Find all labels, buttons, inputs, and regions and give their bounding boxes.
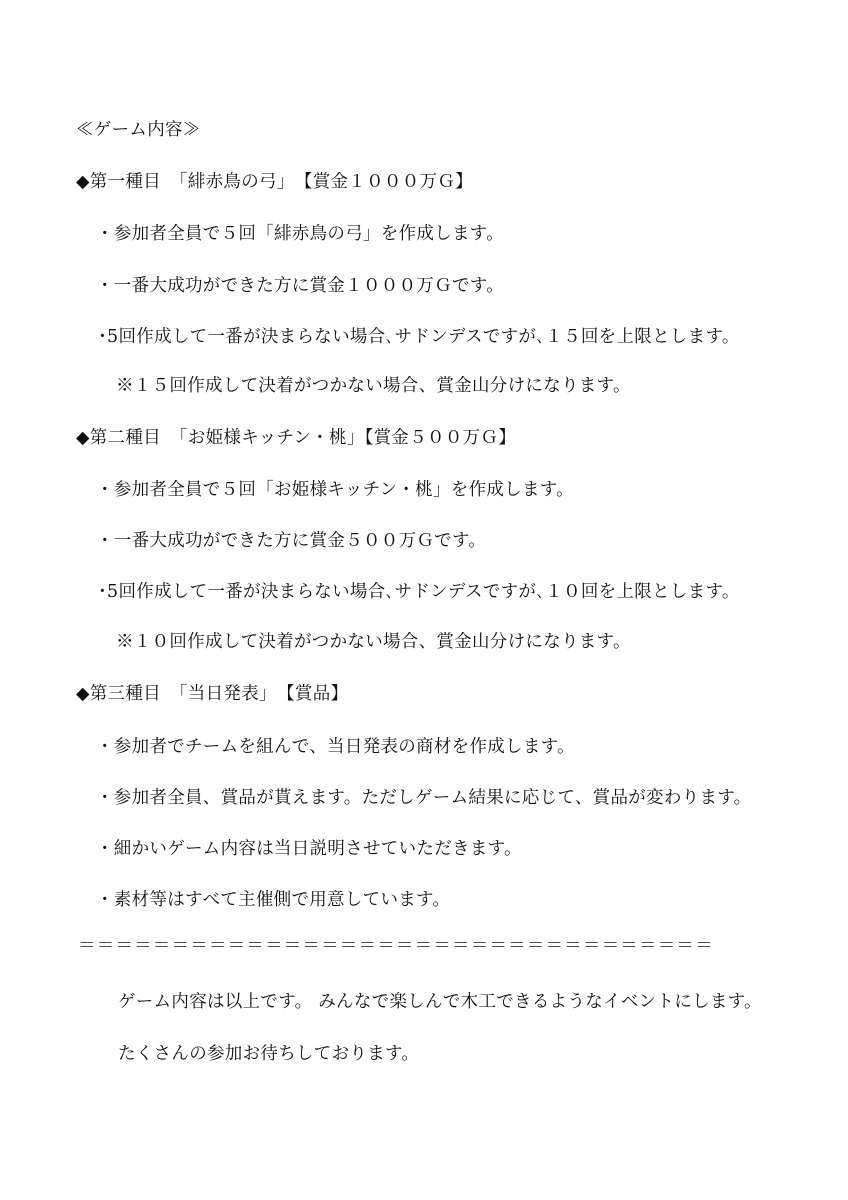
section-1-heading: ◆第一種目 「緋赤鳥の弓」 【賞金１０００万Ｇ】	[76, 172, 473, 192]
section-1-item-2: ・一番大成功ができた方に賞金１０００万Ｇです。	[96, 276, 504, 296]
document-title: ≪ゲーム内容≫	[76, 120, 201, 140]
section-2-note: ※１０回作成して決着がつかない場合、賞金山分けになります。	[116, 632, 631, 652]
section-2-item-1: ・参加者全員で５回「お姫様キッチン・桃」を作成します。	[96, 480, 574, 500]
closing-line-1: ゲーム内容は以上です。 みんなで楽しんで木工できるようなイベントにします。	[118, 992, 762, 1012]
section-2-item-2: ・一番大成功ができた方に賞金５００万Ｇです。	[96, 531, 487, 551]
section-3-heading: ◆第三種目 「当日発表」 【賞品】	[76, 684, 349, 704]
section-3-item-4: ・素材等はすべて主催側で用意しています。	[96, 890, 451, 910]
section-3-item-3: ・細かいゲーム内容は当日説明させていただきます。	[96, 839, 522, 859]
section-2-item-3: ･5回作成して一番が決まらない場合､サドンデスですが､１０回を上限とします。	[98, 582, 740, 602]
section-3-item-2: ・参加者全員、賞品が貰えます。ただしゲーム結果に応じて、賞品が変わります。	[96, 788, 752, 808]
section-1-item-1: ・参加者全員で５回「緋赤鳥の弓」を作成します。	[96, 224, 504, 244]
section-2-heading: ◆第二種目 「お姫様キッチン・桃」【賞金５００万Ｇ】	[76, 428, 517, 448]
section-1-note: ※１５回作成して決着がつかない場合、賞金山分けになります。	[116, 376, 631, 396]
section-1-item-3: ･5回作成して一番が決まらない場合､サドンデスですが､１５回を上限とします。	[98, 327, 740, 347]
divider-line: ＝＝＝＝＝＝＝＝＝＝＝＝＝＝＝＝＝＝＝＝＝＝＝＝＝＝＝＝＝＝＝＝＝＝	[78, 936, 714, 956]
section-3-item-1: ・参加者でチームを組んで、当日発表の商材を作成します。	[96, 737, 575, 757]
closing-line-2: たくさんの参加お待ちしております。	[118, 1044, 420, 1064]
